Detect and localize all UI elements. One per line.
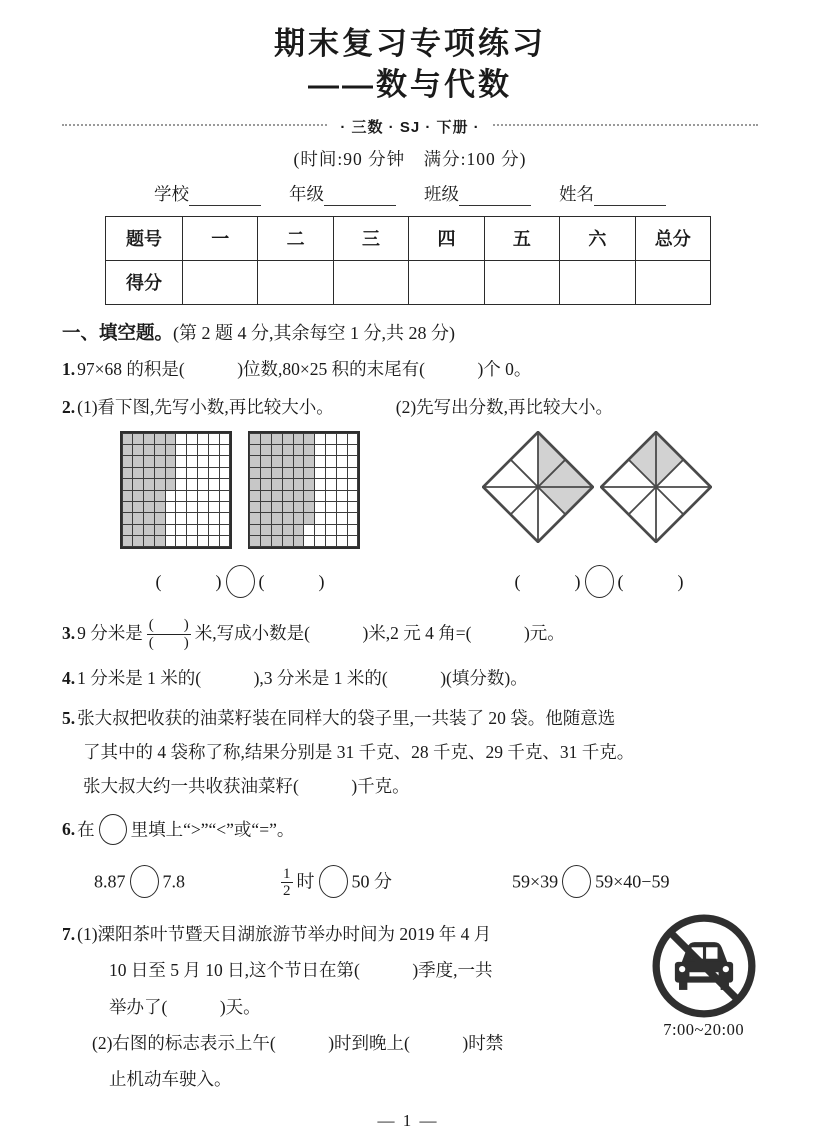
one-half-fraction: $\frac{1}{2}$ — [283, 865, 291, 900]
field-name-blank — [594, 185, 666, 206]
field-name-label: 姓名 — [559, 183, 594, 204]
question-7-line4: (2)右图的标志表示上午( )时到晚上( )时禁 — [92, 1033, 504, 1053]
comparison-circle — [585, 565, 614, 598]
question-4 — [62, 665, 758, 692]
comparison-circle — [99, 814, 127, 845]
question-3 — [62, 618, 758, 652]
score-header-cell: 二 — [258, 216, 333, 260]
comparison-circle — [562, 865, 591, 898]
score-header-cell: 五 — [484, 216, 559, 260]
answer-blank: ( ) — [617, 571, 684, 592]
score-empty-cell — [484, 260, 559, 304]
score-header-cell: 一 — [183, 216, 258, 260]
question-5-line3: 张大叔大约一共收获油菜籽( )千克。 — [83, 775, 410, 796]
traffic-sign-figure — [649, 914, 758, 1094]
answer-blank: ( ) — [258, 571, 325, 592]
question-3-number: 3. — [62, 622, 76, 643]
question-1-number: 1. — [62, 358, 76, 379]
comparison-circle — [319, 865, 348, 898]
question-7-line2: 10 日至 5 月 10 日,这个节日在第( )季度,一共 — [109, 960, 493, 981]
question-6-items — [94, 865, 758, 902]
question-7-number: 7. — [62, 923, 76, 944]
sign-time-caption: 7:00~20:00 — [663, 1019, 745, 1039]
question-4-text: 1 分米是 1 米的( ),3 分米是 1 米的( )(填分数)。 — [77, 668, 528, 689]
time-score-note: (时间:90 分钟 满分:100 分) — [293, 148, 527, 169]
question-2-answer-blanks — [120, 565, 758, 602]
fraction-diamond-left — [482, 431, 594, 543]
question-5-number: 5. — [62, 707, 76, 728]
score-header-cell: 题号 — [106, 216, 183, 260]
score-empty-cell — [635, 260, 710, 304]
score-empty-cell — [258, 260, 333, 304]
question-6 — [62, 814, 758, 849]
question-2 — [62, 394, 758, 421]
fraction-blank: $\frac{( )}{( )}$ — [148, 616, 189, 651]
score-header-cell: 三 — [333, 216, 408, 260]
edition-divider — [62, 116, 758, 134]
question-7-line5: 止机动车驶入。 — [109, 1069, 232, 1090]
page-title-line2: ——数与代数 — [308, 66, 512, 102]
field-school-blank — [189, 185, 261, 206]
question-7-line3: 举办了( )天。 — [109, 996, 261, 1017]
edition-label: · 三数 · SJ · 下册 · — [328, 116, 491, 137]
student-info-row — [154, 181, 758, 206]
score-header-cell: 总分 — [635, 216, 710, 260]
section-1-heading — [62, 319, 758, 345]
question-6-head-post: 里填上“>”“<”或“=”。 — [130, 819, 295, 840]
question-2-figures — [120, 431, 758, 549]
question-2-number: 2. — [62, 396, 76, 417]
question-2-part1: (1)看下图,先写小数,再比较大小。 — [77, 396, 334, 417]
answer-blank: ( ) — [514, 571, 581, 592]
field-grade-blank — [324, 185, 396, 206]
decimal-grid-left — [120, 431, 232, 549]
score-empty-cell — [333, 260, 408, 304]
question-7 — [62, 912, 758, 1094]
question-3-pre: 9 分米是 — [77, 622, 143, 643]
question-1 — [62, 356, 758, 383]
score-table — [105, 216, 711, 305]
question-5-line2: 了其中的 4 袋称了称,结果分别是 31 千克、28 千克、29 千克、31 千克。 — [83, 741, 635, 762]
question-7-line1: (1)溧阳茶叶节暨天目湖旅游节举办时间为 2019 年 4 月 — [77, 923, 492, 944]
compare-item-2: $\frac{1}{2}$ 时 50 分 — [283, 865, 392, 900]
fraction-compare-answer — [488, 565, 710, 602]
field-school-label: 学校 — [154, 183, 189, 204]
comparison-circle — [130, 865, 159, 898]
section-1-note: (第 2 题 4 分,其余每空 1 分,共 28 分) — [173, 322, 456, 343]
question-2-part2: (2)先写出分数,再比较大小。 — [395, 396, 614, 417]
question-6-number: 6. — [62, 819, 76, 840]
compare-item-1: 8.87 7.8 — [94, 865, 185, 902]
fraction-diamond-right — [600, 431, 712, 543]
page-title-line1: 期末复习专项练习 — [274, 26, 546, 61]
score-header-cell: 六 — [560, 216, 635, 260]
question-3-post: 米,写成小数是( )米,2 元 4 角=( )元。 — [194, 622, 565, 643]
no-motor-vehicles-sign-icon — [652, 914, 756, 1018]
page-number: — 1 — — [377, 1111, 439, 1130]
score-empty-cell — [409, 260, 484, 304]
question-6-head-pre: 在 — [77, 819, 95, 840]
score-header-cell: 四 — [409, 216, 484, 260]
comparison-circle — [226, 565, 255, 598]
score-empty-cell — [183, 260, 258, 304]
score-table-header-row — [106, 216, 711, 260]
question-5-line1: 张大叔把收获的油菜籽装在同样大的袋子里,一共装了 20 袋。他随意选 — [77, 707, 616, 728]
field-class-label: 班级 — [424, 183, 459, 204]
section-1-title: 一、填空题。 — [62, 321, 174, 343]
question-4-number: 4. — [62, 668, 76, 689]
field-class-blank — [459, 185, 531, 206]
decimal-grid-right — [248, 431, 360, 549]
field-grade-label: 年级 — [289, 183, 324, 204]
compare-item-3: 59×39 59×40−59 — [512, 865, 669, 902]
decimal-compare-answer — [120, 565, 360, 602]
question-5 — [62, 705, 758, 800]
answer-blank: ( ) — [155, 571, 222, 592]
score-empty-cell — [560, 260, 635, 304]
question-1-text: 97×68 的积是( )位数,80×25 积的末尾有( )个 0。 — [77, 358, 532, 379]
score-table-score-row — [106, 260, 711, 304]
score-label-cell: 得分 — [106, 260, 183, 304]
